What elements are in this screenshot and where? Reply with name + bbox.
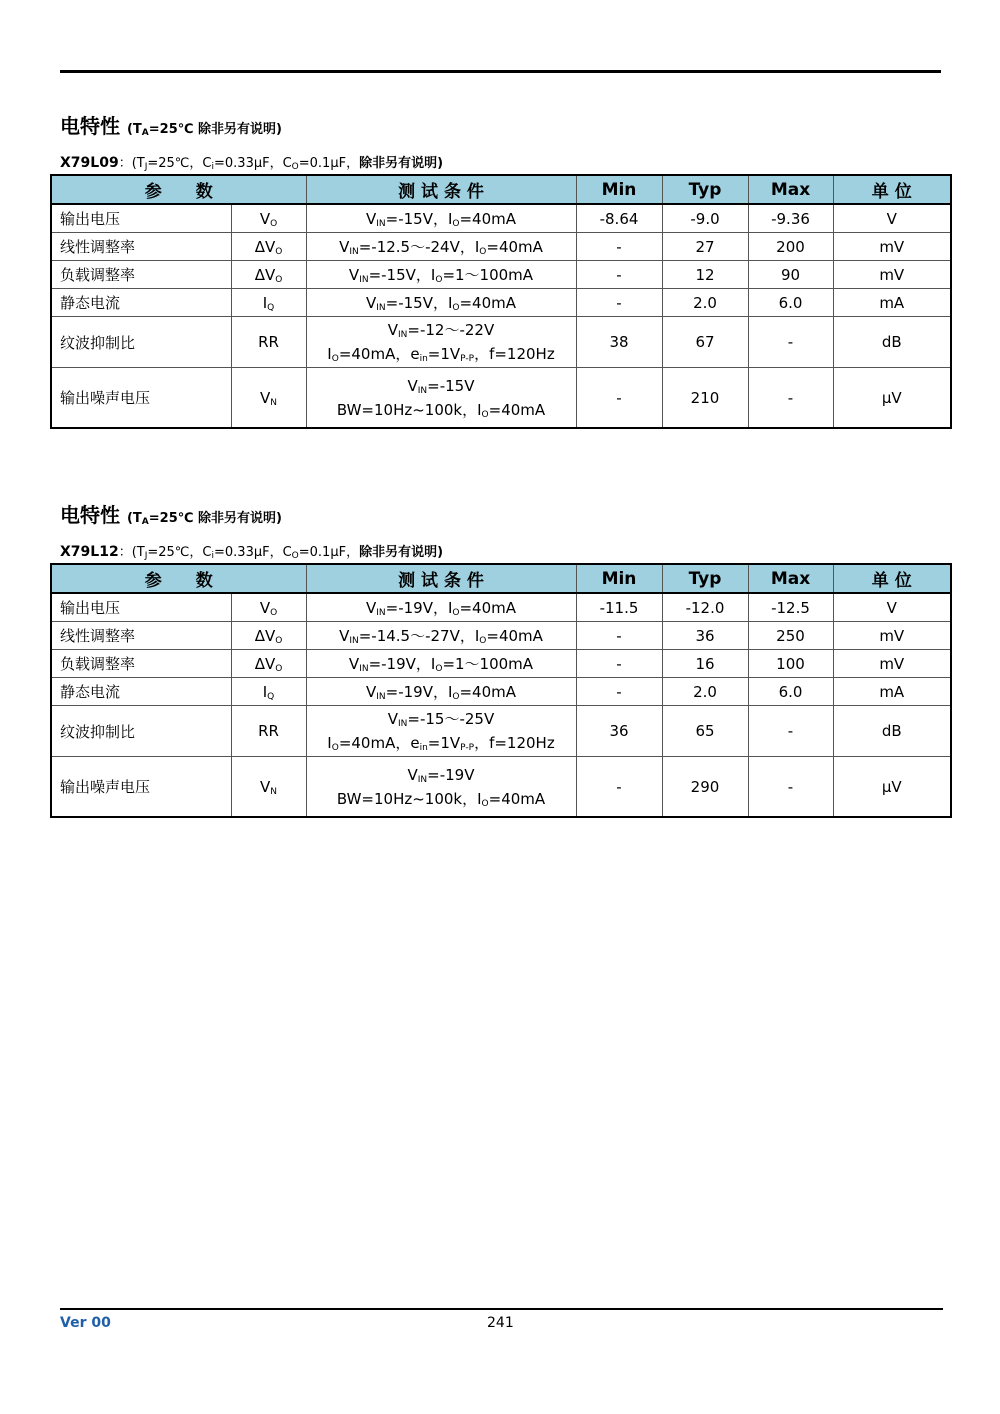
model-name: X79L09 [60,155,119,171]
title-condition: ($T_A=25℃$ 除非另有说明) [126,122,282,138]
table-row: 负载调整率 $\Delta V_O$ $V_{IN}=-15V$，$I_O=1\sim 100mA$ - 12 90 mV [51,261,951,289]
table-header-row [51,564,951,593]
table-row: 纹波抑制比 RR $V_{IN}=-12\sim-22V$ $I_O=40mA$，$e_{in}=1V_{P-P}$，f=120Hz 38 67 - dB [51,317,951,368]
bottom-rule [60,1308,943,1310]
table-row: 纹波抑制比 RR $V_{IN}=-15\sim-25V$ $I_O=40mA$，$e_{in}=1V_{P-P}$，f=120Hz 36 65 - dB [51,706,951,757]
header-unit: 单 位 [833,175,951,204]
table-row: 输出电压 $V_O$ $V_{IN}=-15V$，$I_O=40mA$ -8.64 -9.0 -9.36 V [51,204,951,233]
header-max: Max [748,175,833,204]
table-row: 静态电流 $I_Q$ $V_{IN}=-15V$，$I_O=40mA$ - 2.0 6.0 mA [51,289,951,317]
table-row: 输出噪声电压 $V_N$ $V_{IN}=-19V$ BW=10Hz~100k，$I_O=40mA$ - 290 - μV [51,757,951,818]
version-label: Ver 00 [60,1315,111,1331]
header-min: Min [576,175,662,204]
title-text: 电特性 [60,503,120,527]
title-text: 电特性 [60,114,120,138]
header-condition: 测 试 条 件 [306,175,576,204]
table-row: 输出电压 $V_O$ $V_{IN}=-19V$，$I_O=40mA$ -11.5 -12.0 -12.5 V [51,593,951,622]
header-condition: 测 试 条 件 [306,564,576,593]
test-condition-line: X79L09：($T_J=25℃$，$C_i=0.33\mu F$，$C_O=0.1\mu F$，除非另有说明) [60,155,444,172]
header-typ: Typ [662,175,748,204]
spec-table [50,563,952,818]
header-max: Max [748,564,833,593]
test-condition-line: X79L12：($T_J=25℃$，$C_i=0.33\mu F$，$C_O=0.1\mu F$，除非另有说明) [60,544,444,561]
table-row: 线性调整率 $\Delta V_O$ $V_{IN}=-12.5\sim-24V$，$I_O=40mA$ - 27 200 mV [51,233,951,261]
page-number: 241 [487,1315,514,1331]
header-typ: Typ [662,564,748,593]
table-row: 负载调整率 $\Delta V_O$ $V_{IN}=-19V$，$I_O=1\sim 100mA$ - 16 100 mV [51,650,951,678]
section-title [60,110,282,139]
header-unit: 单 位 [833,564,951,593]
header-param: 参 数 [51,175,306,204]
table-row: 输出噪声电压 $V_N$ $V_{IN}=-15V$ BW=10Hz~100k，$I_O=40mA$ - 210 - μV [51,368,951,429]
table-row: 线性调整率 $\Delta V_O$ $V_{IN}=-14.5\sim-27V$，$I_O=40mA$ - 36 250 mV [51,622,951,650]
header-min: Min [576,564,662,593]
top-rule [60,70,941,73]
model-name: X79L12 [60,544,119,560]
spec-table [50,174,952,429]
table-row: 静态电流 $I_Q$ $V_{IN}=-19V$，$I_O=40mA$ - 2.0 6.0 mA [51,678,951,706]
title-condition: ($T_A=25℃$ 除非另有说明) [126,511,282,527]
header-param: 参 数 [51,564,306,593]
section-title [60,499,282,528]
table-header-row [51,175,951,204]
